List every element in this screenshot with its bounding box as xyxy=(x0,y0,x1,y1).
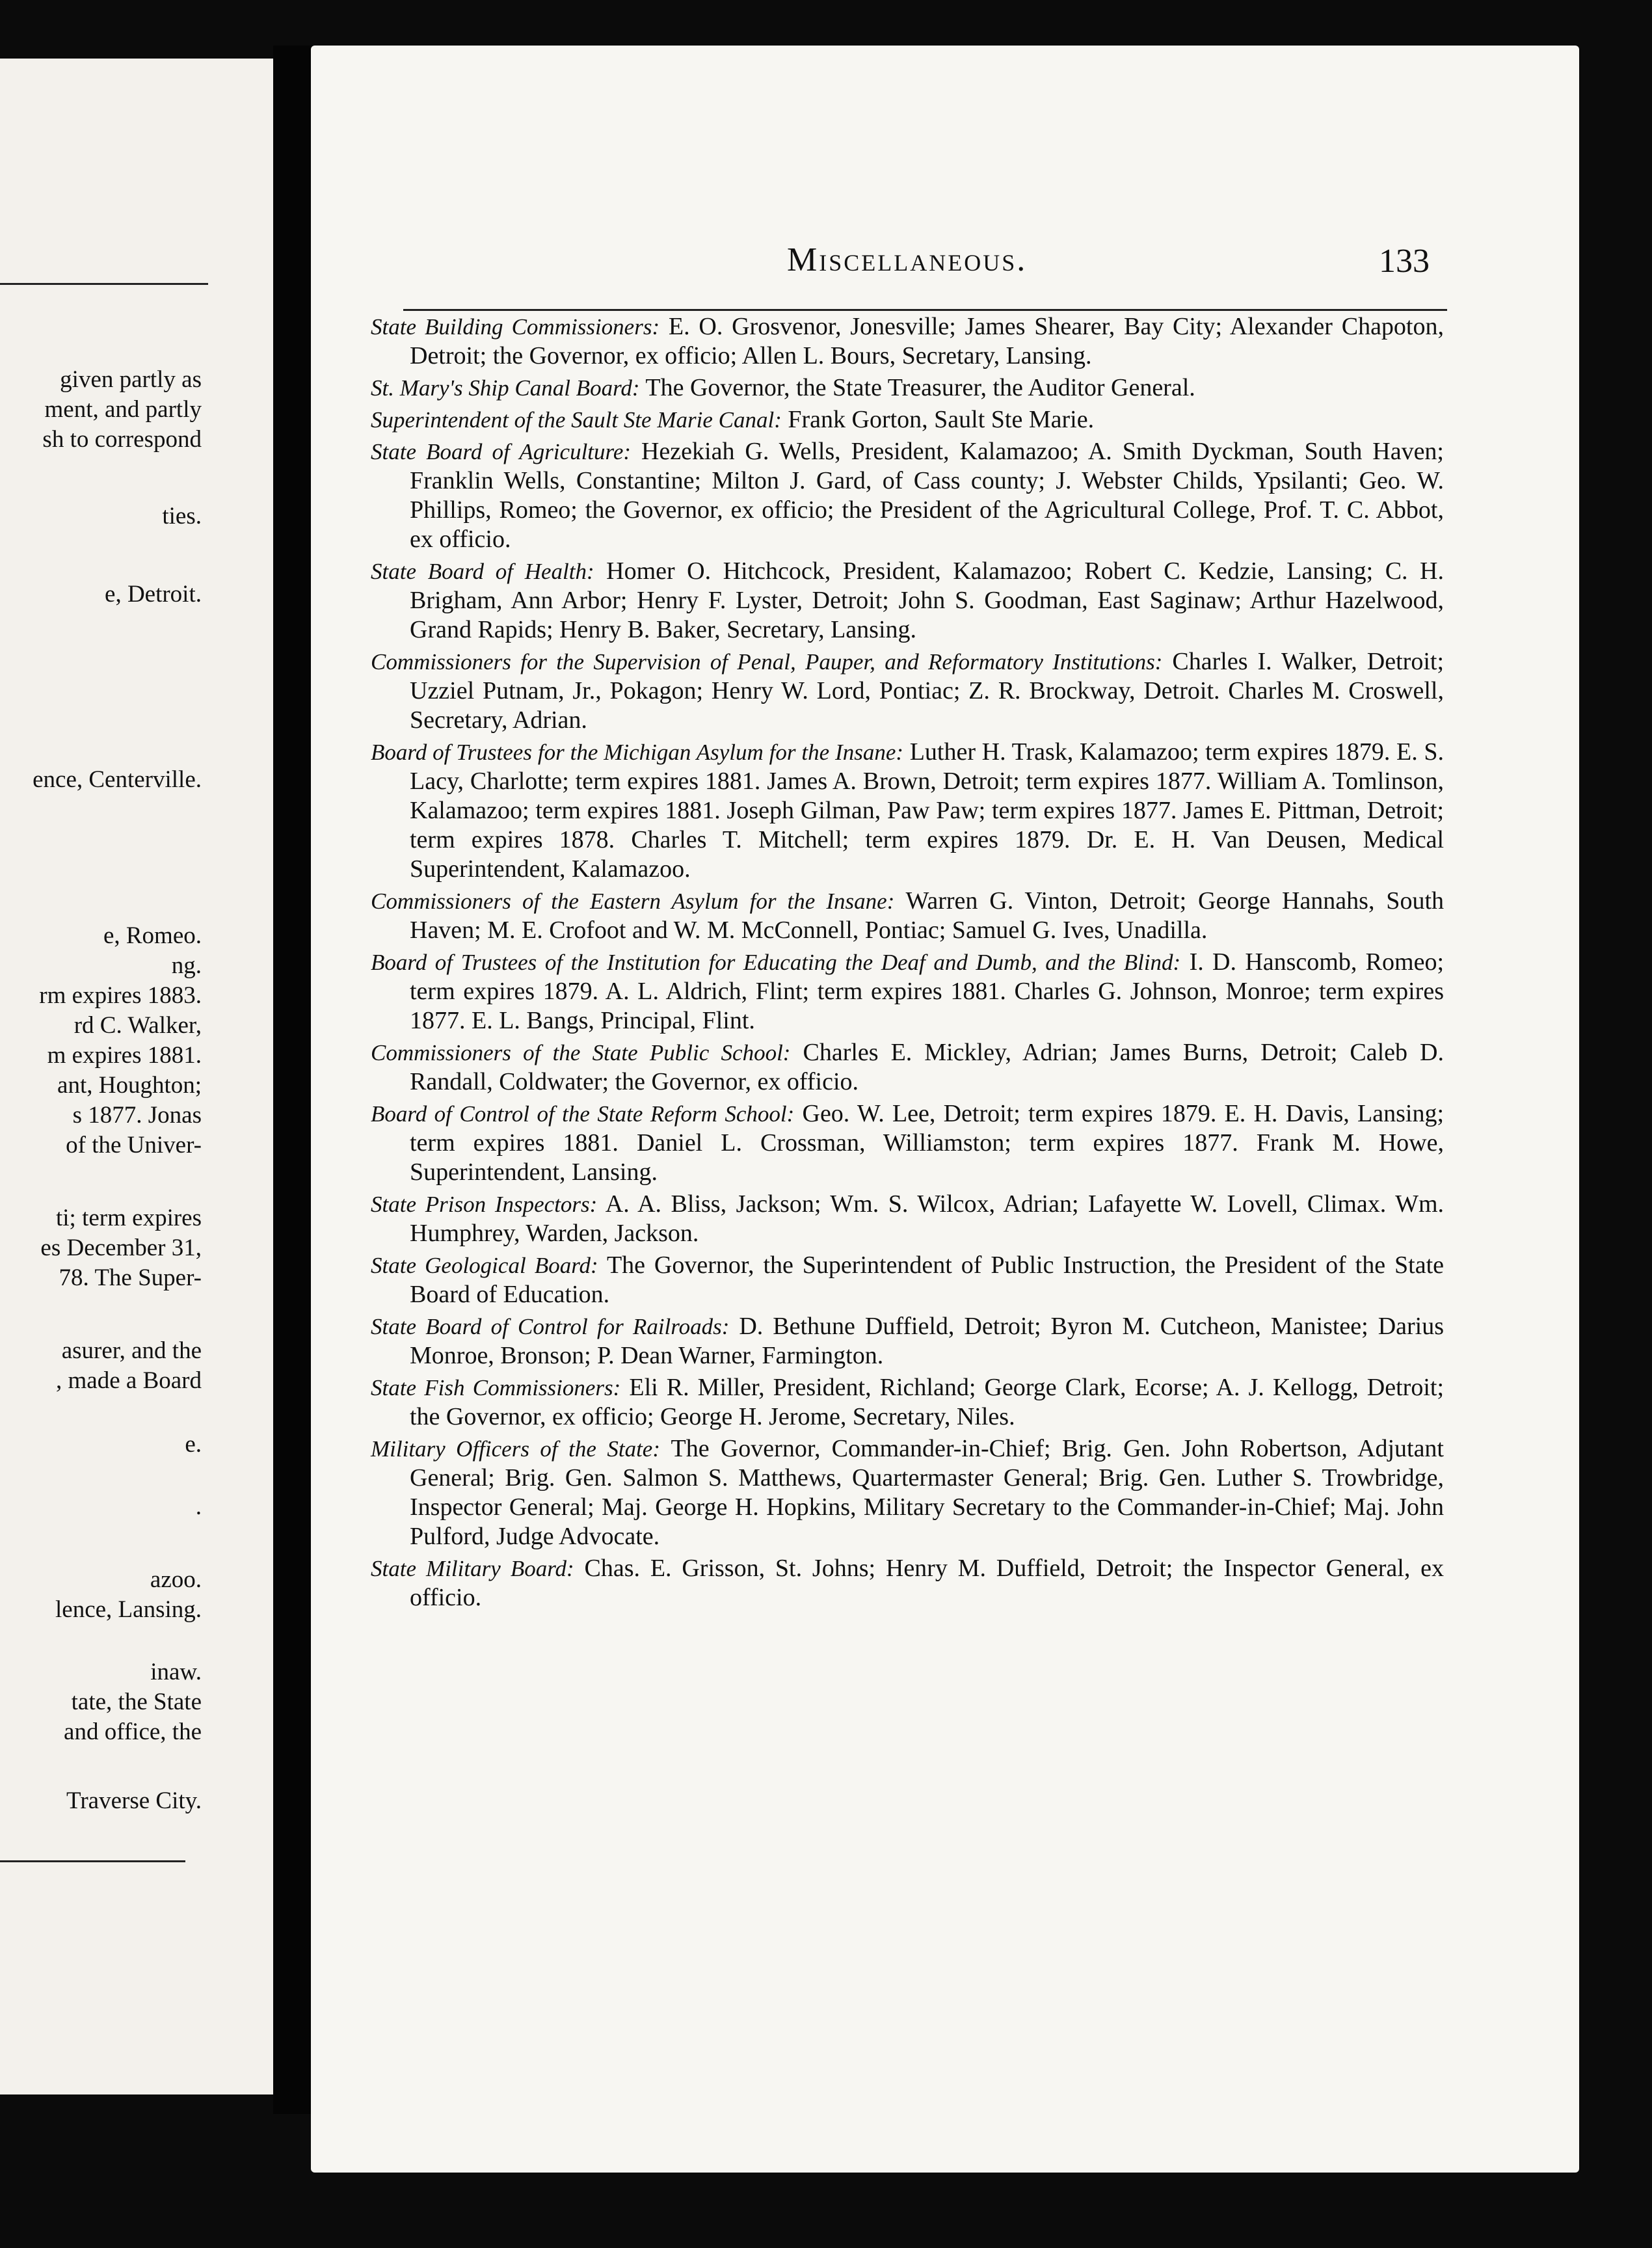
board-entry-label: Board of Trustees for the Michigan Asylum for the Insane: xyxy=(371,740,904,765)
left-page-line: tate, the State xyxy=(71,1689,202,1715)
left-page-line: ties. xyxy=(162,503,202,529)
left-page-line: azoo. xyxy=(150,1566,202,1593)
board-entry-label: State Geological Board: xyxy=(371,1253,598,1278)
board-entry-label: Superintendent of the Sault Ste Marie Canal: xyxy=(371,407,782,433)
left-page-line: sh to correspond xyxy=(42,426,202,453)
left-page-line: inaw. xyxy=(150,1659,202,1685)
board-entry-text: Luther H. Trask, Kalamazoo; term expires 1879. E. S. Lacy, Charlotte; term expires 1881. James A. Brown, Detroit; term expires 1877. William A. Tomlinson, Kalamazoo; term expires 1881. Joseph Gilman, Paw Paw; term expires 1877. James E. Pittman, Detroit; term expires 1878. Charles T. Mitchell; term expires 1879. Dr. E. H. Van Deusen, Medical Superintendent, Kalamazoo. xyxy=(410,738,1445,883)
left-page-line: lence, Lansing. xyxy=(55,1596,202,1623)
board-entry-text: Warren G. Vinton, Detroit; George Hannahs, South Haven; M. E. Crofoot and W. M. McConnell, Pontiac; Samuel G. Ives, Unadilla. xyxy=(410,887,1445,944)
left-page xyxy=(0,59,273,2094)
board-entry-text: Eli R. Miller, President, Richland; George Clark, Ecorse; A. J. Kellogg, Detroit; the Governor, ex officio; George H. Jerome, Secretary, Niles. xyxy=(410,1374,1445,1430)
left-page-line: ti; term expires xyxy=(56,1205,202,1231)
board-entry-label: State Board of Agriculture: xyxy=(371,439,632,464)
board-entry-label: Commissioners of the Eastern Asylum for the Insane: xyxy=(371,889,895,914)
board-entry-text: Hezekiah G. Wells, President, Kalamazoo; A. Smith Dyckman, South Haven; Franklin Wells, Constantine; Milton J. Gard, of Cass county; J. Webster Childs, Ypsilanti; Geo. W. Phillips, Romeo; the Governor, ex officio; the President of the Agricultural College, Prof. T. C. Abbot, ex officio. xyxy=(410,438,1444,553)
board-entry xyxy=(371,887,1444,945)
left-page-line: e. xyxy=(185,1431,202,1458)
running-header: Miscellaneous. xyxy=(787,241,1028,278)
board-entry-text: Homer O. Hitchcock, President, Kalamazoo; Robert C. Kedzie, Lansing; C. H. Brigham, Ann Arbor; Henry F. Lyster, Detroit; John S. Goodman, East Saginaw; Arthur Hazelwood, Grand Rapids; Henry B. Baker, Secretary, Lansing. xyxy=(410,557,1444,643)
left-page-line: given partly as xyxy=(60,366,202,393)
board-entry-label: Board of Control of the State Reform School: xyxy=(371,1101,795,1127)
left-page-line: rm expires 1883. xyxy=(39,982,202,1009)
board-entry-label: State Board of Control for Railroads: xyxy=(371,1314,730,1339)
board-entry-text: A. A. Bliss, Jackson; Wm. S. Wilcox, Adrian; Lafayette W. Lovell, Climax. Wm. Humphrey, Warden, Jackson. xyxy=(410,1190,1445,1247)
left-page-bottom-rule xyxy=(0,1860,185,1862)
board-entry-text: Geo. W. Lee, Detroit; term expires 1879. E. H. Davis, Lansing; term expires 1881. Daniel L. Crossman, Williamston; term expires 1877. Frank M. Howe, Superintendent, Lansing. xyxy=(410,1100,1445,1186)
left-page-line: 78. The Super- xyxy=(59,1264,202,1291)
board-entry-label: State Board of Health: xyxy=(371,559,594,584)
left-page-line: e, Detroit. xyxy=(105,581,202,608)
board-entry-label: Commissioners for the Supervision of Penal, Pauper, and Reformatory Institutions: xyxy=(371,649,1163,675)
left-page-line: e, Romeo. xyxy=(103,922,202,949)
board-entry-text: Frank Gorton, Sault Ste Marie. xyxy=(788,406,1095,433)
board-entry-text: Charles I. Walker, Detroit; Uzziel Putnam, Jr., Pokagon; Henry W. Lord, Pontiac; Z. R. Brockway, Detroit. Charles M. Croswell, Secretary, Adrian. xyxy=(410,648,1445,734)
board-entry-label: Military Officers of the State: xyxy=(371,1436,660,1462)
board-entry xyxy=(371,1373,1444,1432)
board-entry xyxy=(371,1434,1444,1551)
board-entry-label: Commissioners of the State Public School: xyxy=(371,1040,791,1065)
board-entry xyxy=(371,405,1444,435)
board-entry xyxy=(371,948,1444,1036)
board-entry xyxy=(371,1312,1444,1371)
left-page-line: Traverse City. xyxy=(66,1787,202,1814)
board-entry xyxy=(371,437,1444,554)
board-entry xyxy=(371,647,1444,735)
left-page-line: asurer, and the xyxy=(61,1337,202,1364)
board-entry xyxy=(371,1038,1444,1097)
board-entry-text: E. O. Grosvenor, Jonesville; James Shearer, Bay City; Alexander Chapoton, Detroit; the Governor, ex officio; Allen L. Bours, Secretary, Lansing. xyxy=(410,313,1444,369)
board-entry-label: State Building Commissioners: xyxy=(371,314,660,340)
board-entry-label: State Prison Inspectors: xyxy=(371,1192,598,1217)
book-gutter xyxy=(273,46,312,2114)
left-page-line: of the Univer- xyxy=(66,1132,202,1158)
left-page-line: m expires 1881. xyxy=(47,1042,202,1069)
left-page-line: es December 31, xyxy=(40,1235,202,1261)
board-entry xyxy=(371,1251,1444,1309)
left-page-line: and office, the xyxy=(64,1719,202,1745)
board-listing xyxy=(371,312,1444,1615)
board-entry xyxy=(371,1554,1444,1612)
board-entry-label: Board of Trustees of the Institution for Educating the Deaf and Dumb, and the Blind: xyxy=(371,950,1181,975)
page-number: 133 xyxy=(1379,243,1430,280)
board-entry-text: Charles E. Mickley, Adrian; James Burns, Detroit; Caleb D. Randall, Coldwater; the Governor, ex officio. xyxy=(410,1039,1445,1095)
left-page-line: . xyxy=(195,1493,202,1520)
board-entry-label: St. Mary's Ship Canal Board: xyxy=(371,375,640,401)
board-entry-text: The Governor, the State Treasurer, the Auditor General. xyxy=(645,374,1195,401)
board-entry xyxy=(371,738,1444,884)
board-entry-text: The Governor, the Superintendent of Public Instruction, the President of the State Board of Education. xyxy=(410,1251,1444,1308)
board-entry-text: I. D. Hanscomb, Romeo; term expires 1879. A. L. Aldrich, Flint; term expires 1881. Charles G. Johnson, Monroe; term expires 1877. E. L. Bangs, Principal, Flint. xyxy=(410,948,1445,1034)
board-entry-text: The Governor, Commander-in-Chief; Brig. Gen. John Robertson, Adjutant General; Brig. Gen. Salmon S. Matthews, Quartermaster General; Brig. Gen. Luther S. Trowbridge, Inspector General; Maj. George H. Hopkins, Military Secretary to the Commander-in-Chief; Maj. John Pulford, Judge Advocate. xyxy=(410,1435,1444,1550)
left-page-line: s 1877. Jonas xyxy=(72,1102,202,1129)
left-page-line: ence, Centerville. xyxy=(33,766,202,793)
board-entry xyxy=(371,1190,1444,1248)
left-page-line: ant, Houghton; xyxy=(57,1072,202,1099)
board-entry-text: Chas. E. Grisson, St. Johns; Henry M. Duffield, Detroit; the Inspector General, ex officio. xyxy=(410,1555,1445,1611)
header-rule xyxy=(403,309,1447,311)
board-entry xyxy=(371,312,1444,371)
board-entry-label: State Military Board: xyxy=(371,1556,574,1581)
board-entry xyxy=(371,1099,1444,1187)
left-page-line: ng. xyxy=(171,952,202,979)
board-entry-label: State Fish Commissioners: xyxy=(371,1375,621,1400)
board-entry xyxy=(371,557,1444,645)
board-entry-text: D. Bethune Duffield, Detroit; Byron M. Cutcheon, Manistee; Darius Monroe, Bronson; P. Dean Warner, Farmington. xyxy=(410,1313,1444,1369)
left-page-top-rule xyxy=(0,283,208,285)
board-entry xyxy=(371,373,1444,403)
left-page-line: rd C. Walker, xyxy=(73,1012,202,1039)
left-page-line: ment, and partly xyxy=(44,396,202,423)
left-page-line: , made a Board xyxy=(56,1367,202,1394)
